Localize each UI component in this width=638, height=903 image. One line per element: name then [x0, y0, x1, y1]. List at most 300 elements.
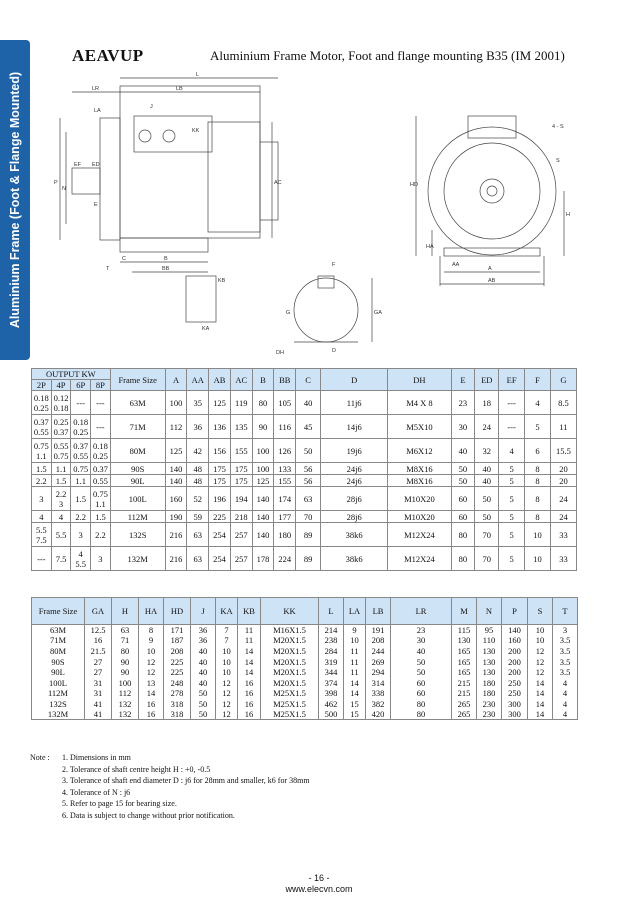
table-cell: 8.5 [550, 391, 576, 415]
table-cell: 63M [110, 391, 165, 415]
note-item: 4. Tolerance of N : j6 [62, 787, 131, 797]
table-row [32, 463, 577, 475]
table-cell: 36 [191, 635, 216, 646]
table-cell: 1.1 [51, 463, 71, 475]
table-cell: 344 [319, 667, 344, 678]
dim-ED: ED [92, 162, 100, 168]
column-header: HA [139, 598, 164, 625]
table-cell: 3 [91, 547, 111, 571]
table-cell: 100L [32, 677, 85, 688]
table-cell: 90 [252, 415, 274, 439]
table-cell: M4 X 8 [388, 391, 451, 415]
table-cell: 71M [32, 635, 85, 646]
pole-header: 6P [71, 380, 91, 391]
column-header: G [550, 369, 576, 391]
table-cell: 56 [296, 475, 321, 487]
page-number: - 16 - [308, 873, 330, 883]
table-cell: 1.5 [71, 487, 91, 511]
table-cell: 50 [451, 475, 475, 487]
table-cell: 180 [274, 523, 296, 547]
column-header: GA [85, 598, 112, 625]
table-cell: 3.5 [553, 635, 578, 646]
table-cell: 11 [238, 635, 261, 646]
table-cell: 27 [85, 656, 112, 667]
table-cell: 12 [528, 667, 553, 678]
table-cell: 4 [499, 439, 525, 463]
dim-C: C [122, 256, 126, 262]
table-cell: 10 [344, 635, 366, 646]
table-cell: 0.18 0.25 [71, 415, 91, 439]
table-cell: 3 [553, 625, 578, 636]
table-cell: 16 [85, 635, 112, 646]
table-cell: M25X1.5 [261, 699, 319, 710]
table-cell: 0.75 1.1 [32, 439, 52, 463]
dim-DH: DH [276, 350, 284, 356]
table-cell: 12 [216, 677, 238, 688]
dim-LR: LR [92, 86, 100, 92]
table-cell: 50 [191, 699, 216, 710]
column-header: EF [499, 369, 525, 391]
table-cell: 225 [164, 656, 191, 667]
table-cell: 41 [85, 709, 112, 720]
column-header: C [296, 369, 321, 391]
table-cell: 50 [475, 487, 499, 511]
note-item: 5. Refer to page 15 for bearing size. [62, 799, 177, 809]
dim-F: F [332, 262, 336, 268]
table-cell: 42 [187, 439, 209, 463]
table-cell: 80 [451, 547, 475, 571]
table-cell: 115 [452, 625, 477, 636]
table-cell: 338 [366, 688, 391, 699]
table-cell: 60 [391, 688, 452, 699]
dim-E: E [94, 202, 98, 208]
table-cell: 48 [187, 463, 209, 475]
cable-gland-right [163, 130, 175, 142]
dim-AC: AC [274, 180, 282, 186]
table-cell: 70 [475, 547, 499, 571]
table-cell: 1.5 [51, 475, 71, 487]
table-cell: 8 [525, 475, 551, 487]
table-cell: M20X1.5 [261, 667, 319, 678]
table-cell: 16 [238, 709, 261, 720]
table-cell: M25X1.5 [261, 688, 319, 699]
table-cell: 12.5 [85, 625, 112, 636]
table-cell: 125 [165, 439, 187, 463]
table-cell: 278 [164, 688, 191, 699]
table-cell: 11j6 [321, 391, 388, 415]
table-cell: 14 [528, 677, 553, 688]
table-cell: 191 [366, 625, 391, 636]
table-cell: 224 [274, 547, 296, 571]
table-cell: 215 [452, 677, 477, 688]
table-cell: 0.55 [91, 475, 111, 487]
power-dimension-table [31, 368, 577, 571]
dim-T: T [106, 266, 110, 272]
table-cell: 200 [502, 667, 528, 678]
dim-HD: HD [410, 182, 418, 188]
table-cell: 4 [553, 699, 578, 710]
table-cell: 200 [502, 656, 528, 667]
table-cell: 171 [164, 625, 191, 636]
table-cell: 216 [165, 523, 187, 547]
table-cell: 0.18 0.25 [32, 391, 52, 415]
table-cell: 382 [366, 699, 391, 710]
table-cell: 140 [165, 463, 187, 475]
table-cell: 21.5 [85, 646, 112, 657]
table-cell: 80 [252, 391, 274, 415]
table-cell: 50 [191, 688, 216, 699]
table-cell: 175 [230, 463, 252, 475]
table-cell: 398 [319, 688, 344, 699]
table-cell: 36 [187, 415, 209, 439]
table-cell: 225 [164, 667, 191, 678]
table-cell: 0.18 0.25 [91, 439, 111, 463]
table-cell: 15 [344, 709, 366, 720]
table-cell: 175 [209, 463, 231, 475]
table-cell: 294 [366, 667, 391, 678]
table-cell: 5.5 7.5 [32, 523, 52, 547]
table-cell: 125 [252, 475, 274, 487]
table-row [32, 391, 577, 415]
table-row [32, 475, 577, 487]
table-cell: 0.25 0.37 [51, 415, 71, 439]
table-cell: 90L [32, 667, 85, 678]
table-cell: 90 [112, 667, 139, 678]
table-row [32, 415, 577, 439]
table-cell: 125 [209, 391, 231, 415]
table-cell: 63 [187, 523, 209, 547]
table-cell: 136 [209, 415, 231, 439]
table-cell: 90 [112, 656, 139, 667]
table-cell: 70 [296, 511, 321, 523]
table-cell: 5 [499, 547, 525, 571]
frame-table-body [32, 625, 578, 720]
power-table-body [32, 391, 577, 571]
table-cell: 27 [85, 667, 112, 678]
table-cell: 100 [252, 463, 274, 475]
table-cell: 60 [451, 511, 475, 523]
column-header: LB [366, 598, 391, 625]
table-cell: 8 [525, 463, 551, 475]
table-cell: 11 [238, 625, 261, 636]
power-table-header [32, 369, 577, 391]
table-cell: 130 [477, 667, 502, 678]
terminal-box [134, 116, 212, 152]
table-cell: 10 [216, 646, 238, 657]
table-cell: 48 [187, 475, 209, 487]
table-cell: 7 [216, 625, 238, 636]
table-cell: 462 [319, 699, 344, 710]
table-cell: 5 [499, 463, 525, 475]
table-cell: 0.12 0.18 [51, 391, 71, 415]
table-cell: 132M [110, 547, 165, 571]
table-cell: 265 [452, 709, 477, 720]
table-cell: 196 [209, 487, 231, 511]
table-cell: 100 [165, 391, 187, 415]
table-cell: 248 [164, 677, 191, 688]
table-cell: 90S [110, 463, 165, 475]
table-cell: 165 [452, 656, 477, 667]
column-header: BB [274, 369, 296, 391]
table-cell: 63M [32, 625, 85, 636]
table-cell: 38k6 [321, 547, 388, 571]
table-cell: 4 [51, 511, 71, 523]
table-row [32, 688, 578, 699]
table-row [32, 547, 577, 571]
table-cell: 40 [475, 463, 499, 475]
table-cell: 5 [499, 487, 525, 511]
table-cell: 14 [238, 667, 261, 678]
table-cell: 50 [296, 439, 321, 463]
table-cell: 155 [230, 439, 252, 463]
dim-P: P [54, 180, 58, 186]
column-header: F [525, 369, 551, 391]
table-cell: 40 [451, 439, 475, 463]
model-title: AEAVUP [72, 46, 144, 65]
column-header: P [502, 598, 528, 625]
table-cell: 15.5 [550, 439, 576, 463]
table-cell: 3 [32, 487, 52, 511]
table-cell: 200 [502, 646, 528, 657]
column-header: LR [391, 598, 452, 625]
table-cell: 63 [296, 487, 321, 511]
table-cell: 23 [391, 625, 452, 636]
table-cell: 40 [475, 475, 499, 487]
table-cell: 218 [230, 511, 252, 523]
table-cell: 10 [139, 646, 164, 657]
table-cell: 1.1 [71, 475, 91, 487]
table-cell: 156 [209, 439, 231, 463]
table-cell: 14 [238, 656, 261, 667]
table-cell: 100 [112, 677, 139, 688]
table-cell: 4 [525, 391, 551, 415]
table-cell: 36 [191, 625, 216, 636]
dim-holes: 4 - S [552, 124, 564, 130]
table-cell: 132S [32, 699, 85, 710]
table-cell: 230 [477, 709, 502, 720]
table-cell: 300 [502, 699, 528, 710]
table-cell: 215 [452, 688, 477, 699]
table-cell: 230 [477, 699, 502, 710]
dim-J: J [150, 104, 153, 110]
dim-HA: HA [426, 244, 434, 250]
table-cell: 30 [391, 635, 452, 646]
column-header: L [319, 598, 344, 625]
table-cell: 155 [274, 475, 296, 487]
table-cell: 50 [191, 709, 216, 720]
table-cell: 0.37 0.55 [71, 439, 91, 463]
front-view-body-circle [444, 143, 540, 239]
table-cell: 112M [32, 688, 85, 699]
dim-KK: KK [192, 128, 200, 134]
table-cell: 500 [319, 709, 344, 720]
table-cell: 100L [110, 487, 165, 511]
table-cell: 24 [475, 415, 499, 439]
table-row [32, 439, 577, 463]
table-cell: M8X16 [388, 463, 451, 475]
page-subtitle: Aluminium Frame Motor, Foot and flange mounting B35 (IM 2001) [210, 48, 565, 63]
table-cell: 41 [85, 699, 112, 710]
table-cell: 52 [187, 487, 209, 511]
table-row [32, 625, 578, 636]
table-cell: 214 [319, 625, 344, 636]
table-row [32, 709, 578, 720]
table-cell: --- [91, 415, 111, 439]
power-table-header-row [32, 369, 577, 380]
table-cell: 12 [528, 646, 553, 657]
front-view-shaft-circle [480, 179, 504, 203]
pole-header: 8P [91, 380, 111, 391]
table-cell: 28j6 [321, 487, 388, 511]
table-cell: 7 [216, 635, 238, 646]
table-cell: 80M [110, 439, 165, 463]
note-item: 2. Tolerance of shaft centre height H : +0, -0.5 [62, 764, 211, 774]
table-cell: 165 [452, 646, 477, 657]
table-cell: 300 [502, 709, 528, 720]
table-cell: 132 [112, 709, 139, 720]
table-cell: 95 [477, 625, 502, 636]
table-cell: 14 [139, 688, 164, 699]
table-cell: 8 [139, 625, 164, 636]
table-cell: 38k6 [321, 523, 388, 547]
foot-detail [186, 276, 216, 322]
table-cell: --- [91, 391, 111, 415]
column-header: HD [164, 598, 191, 625]
table-cell: --- [499, 415, 525, 439]
notes-list [62, 752, 310, 822]
side-view-frame-outline [120, 86, 260, 238]
column-header: M [452, 598, 477, 625]
table-cell: 2.2 3 [51, 487, 71, 511]
table-cell: 60 [391, 677, 452, 688]
table-cell: 40 [191, 646, 216, 657]
table-cell: 194 [230, 487, 252, 511]
table-cell: 314 [366, 677, 391, 688]
table-cell: 238 [319, 635, 344, 646]
table-cell: --- [499, 391, 525, 415]
dim-D: D [332, 348, 336, 354]
dim-AB: AB [488, 278, 496, 284]
table-cell: 135 [230, 415, 252, 439]
table-cell: 130 [452, 635, 477, 646]
table-cell: 9 [344, 625, 366, 636]
table-cell: 14 [344, 677, 366, 688]
cable-gland-left [139, 130, 151, 142]
table-cell: --- [71, 391, 91, 415]
table-cell: 160 [165, 487, 187, 511]
table-cell: 265 [452, 699, 477, 710]
front-view-flange-circle [428, 127, 556, 255]
column-header: KK [261, 598, 319, 625]
table-cell: 112 [165, 415, 187, 439]
table-cell: 10 [216, 656, 238, 667]
table-cell: 225 [209, 511, 231, 523]
table-cell: 1.5 [32, 463, 52, 475]
table-cell: 174 [274, 487, 296, 511]
table-cell: 257 [230, 547, 252, 571]
table-cell: M8X16 [388, 475, 451, 487]
table-cell: 254 [209, 547, 231, 571]
table-cell: 30 [451, 415, 475, 439]
column-header: AA [187, 369, 209, 391]
table-cell: 24j6 [321, 463, 388, 475]
table-cell: 31 [85, 677, 112, 688]
table-cell: 374 [319, 677, 344, 688]
table-cell: 8 [525, 511, 551, 523]
column-header: A [165, 369, 187, 391]
table-row [32, 523, 577, 547]
table-cell: 24 [550, 487, 576, 511]
table-cell: 5 [499, 523, 525, 547]
dim-N: N [62, 186, 66, 192]
table-cell: 180 [477, 688, 502, 699]
table-cell: 3.5 [553, 667, 578, 678]
column-header: J [191, 598, 216, 625]
table-cell: 3.5 [553, 646, 578, 657]
table-cell: 110 [477, 635, 502, 646]
table-cell: 50 [391, 656, 452, 667]
table-cell: M16X1.5 [261, 625, 319, 636]
column-header: H [112, 598, 139, 625]
table-cell: 165 [452, 667, 477, 678]
table-cell: 12 [216, 699, 238, 710]
table-cell: 119 [230, 391, 252, 415]
table-cell: 14 [528, 688, 553, 699]
table-row [32, 667, 578, 678]
table-cell: 20 [550, 475, 576, 487]
table-cell: 40 [191, 667, 216, 678]
table-cell: 14 [344, 688, 366, 699]
dim-BB: BB [162, 266, 170, 272]
table-cell: 16 [238, 677, 261, 688]
table-cell: 80 [391, 709, 452, 720]
note-item: 3. Tolerance of shaft end diameter D : j6 for 28mm and smaller, k6 for 38mm [62, 776, 310, 786]
table-cell: 208 [366, 635, 391, 646]
dim-EF: EF [74, 162, 82, 168]
table-cell: 4 [553, 709, 578, 720]
table-cell: 56 [296, 463, 321, 475]
dim-G: G [286, 310, 291, 316]
table-cell: 24 [550, 511, 576, 523]
table-cell: 63 [187, 547, 209, 571]
table-cell: 5 [499, 511, 525, 523]
table-cell: 16 [139, 699, 164, 710]
column-header: T [553, 598, 578, 625]
side-view-endcap [208, 122, 260, 232]
table-cell: M6X12 [388, 439, 451, 463]
dim-B: B [164, 256, 168, 262]
table-cell: 20 [550, 463, 576, 475]
table-cell: 0.75 [71, 463, 91, 475]
table-cell: 18 [475, 391, 499, 415]
table-cell: 12 [139, 656, 164, 667]
notes [30, 752, 310, 822]
table-cell: 45 [296, 415, 321, 439]
table-row [32, 656, 578, 667]
column-header: E [451, 369, 475, 391]
table-row [32, 699, 578, 710]
table-cell: 190 [165, 511, 187, 523]
table-cell: 2.2 [71, 511, 91, 523]
table-cell: 10 [216, 667, 238, 678]
table-cell: M12X24 [388, 523, 451, 547]
dim-H: H [566, 212, 570, 218]
table-cell: 250 [502, 677, 528, 688]
table-cell: 254 [209, 523, 231, 547]
pole-header: 4P [51, 380, 71, 391]
table-cell: 140 [502, 625, 528, 636]
table-cell: 59 [187, 511, 209, 523]
